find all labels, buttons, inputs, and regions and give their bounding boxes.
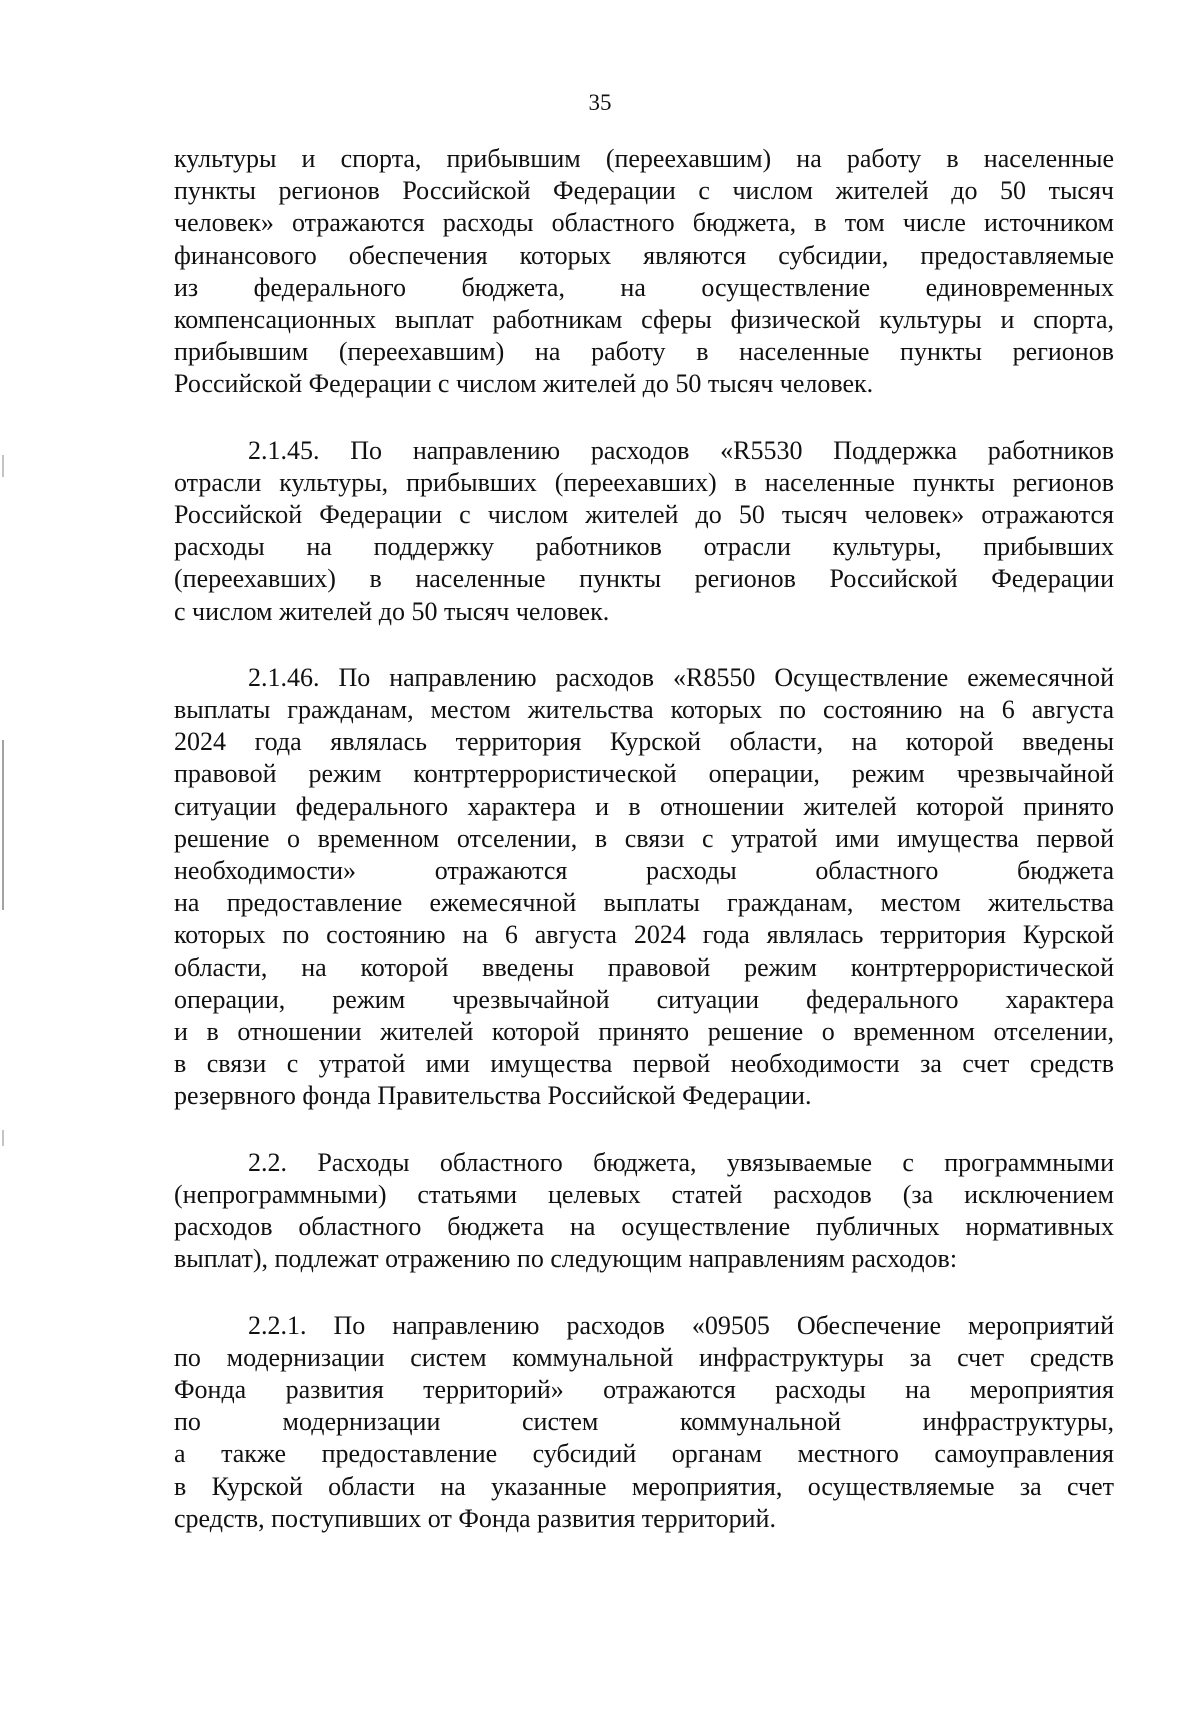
paragraph-2-1-45 [174, 435, 1114, 628]
text-line: операции, режим чрезвычайной ситуации федерального характера [174, 984, 1114, 1014]
text-line: по модернизации систем коммунальной инфраструктуры за счет средств [174, 1342, 1114, 1372]
text-line: которых по состоянию на 6 августа 2024 года являлась территория Курской [174, 920, 1114, 950]
scan-artifact [2, 455, 4, 477]
text-line: правовой режим контртеррористической операции, режим чрезвычайной [174, 759, 1114, 789]
text-line: в связи с утратой ими имущества первой необходимости за счет средств [174, 1049, 1114, 1079]
text-line: Российской Федерации с числом жителей до 50 тысяч человек» отражаются [174, 500, 1114, 530]
text-line: 2.2. Расходы областного бюджета, увязываемые с программными [248, 1147, 1114, 1177]
text-line: расходы на поддержку работников отрасли культуры, прибывших [174, 532, 1114, 562]
text-line: 2.2.1. По направлению расходов «09505 Обеспечение мероприятий [248, 1310, 1114, 1340]
text-line: пункты регионов Российской Федерации с числом жителей до 50 тысяч [174, 176, 1114, 206]
paragraph-2-1-46 [174, 662, 1114, 1113]
text-line: финансового обеспечения которых являются субсидии, предоставляемые [174, 240, 1114, 270]
text-line: Российской Федерации с числом жителей до 50 тысяч человек. [174, 369, 874, 399]
text-line: из федерального бюджета, на осуществление единовременных [174, 272, 1114, 302]
document-body [174, 143, 1114, 1535]
text-line: 2.1.46. По направлению расходов «R8550 Осуществление ежемесячной [248, 662, 1114, 692]
text-line: отрасли культуры, прибывших (переехавших) в населенные пункты регионов [174, 467, 1114, 497]
paragraph-2-2-1 [174, 1310, 1114, 1535]
text-line: культуры и спорта, прибывшим (переехавшим) на работу в населенные [174, 144, 1114, 173]
text-line: по модернизации систем коммунальной инфраструктуры, [174, 1407, 1114, 1437]
text-line: прибывшим (переехавшим) на работу в населенные пункты регионов [174, 337, 1114, 367]
text-line: выплаты гражданам, местом жительства которых по состоянию на 6 августа [174, 695, 1114, 725]
text-line: Фонда развития территорий» отражаются расходы на мероприятия [174, 1374, 1114, 1404]
text-line: человек» отражаются расходы областного бюджета, в том числе источником [174, 208, 1114, 238]
text-line: резервного фонда Правительства Российской Федерации. [174, 1081, 812, 1111]
text-line: средств, поступивших от Фонда развития территорий. [174, 1503, 776, 1533]
text-line: ситуации федерального характера и в отношении жителей которой принято [174, 791, 1114, 821]
text-line: необходимости» отражаются расходы областного бюджета [174, 856, 1114, 886]
paragraph-2-2 [174, 1147, 1114, 1276]
text-line: области, на которой введены правовой режим контртеррористической [174, 952, 1114, 982]
scan-artifact [2, 1130, 4, 1146]
text-line: 2.1.45. По направлению расходов «R5530 Поддержка работников [248, 435, 1114, 465]
text-line: с числом жителей до 50 тысяч человек. [174, 596, 610, 626]
text-line: 2024 года являлась территория Курской области, на которой введены [174, 727, 1114, 757]
text-line: компенсационных выплат работникам сферы физической культуры и спорта, [174, 305, 1114, 335]
text-line: (переехавших) в населенные пункты регионов Российской Федерации [174, 564, 1114, 594]
text-line: на предоставление ежемесячной выплаты гражданам, местом жительства [174, 888, 1114, 918]
text-line: расходов областного бюджета на осуществление публичных нормативных [174, 1212, 1114, 1242]
paragraph-continuation [174, 143, 1114, 401]
text-line: в Курской области на указанные мероприятия, осуществляемые за счет [174, 1471, 1114, 1501]
text-line: выплат), подлежат отражению по следующим направлениям расходов: [174, 1244, 958, 1274]
text-line: решение о временном отселении, в связи с утратой ими имущества первой [174, 823, 1114, 853]
scan-artifact [2, 740, 4, 910]
text-line: а также предоставление субсидий органам местного самоуправления [174, 1439, 1114, 1469]
text-line: и в отношении жителей которой принято решение о временном отселении, [174, 1017, 1114, 1047]
text-line: (непрограммными) статьями целевых статей расходов (за исключением [174, 1179, 1114, 1209]
page-number: 35 [588, 90, 612, 115]
